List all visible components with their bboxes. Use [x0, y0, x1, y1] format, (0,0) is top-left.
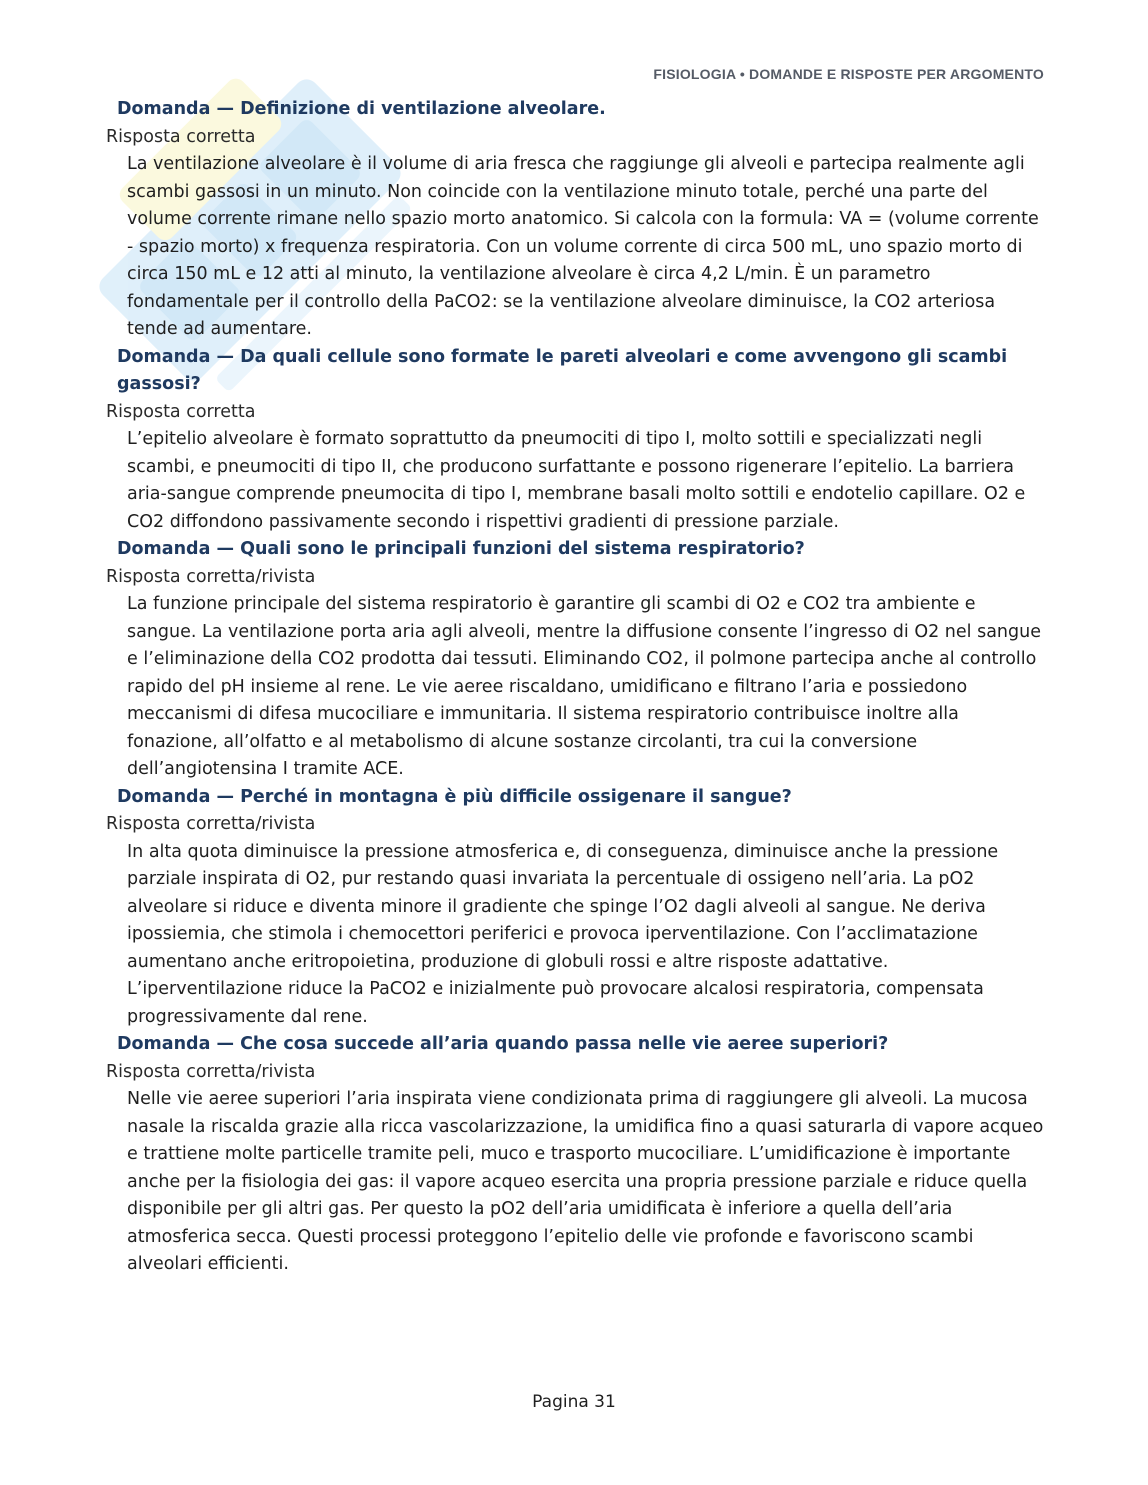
qa-item [106, 96, 1046, 344]
question-heading: Domanda — Quali sono le principali funzioni del sistema respiratorio? [117, 539, 805, 559]
question-heading: Domanda — Definizione di ventilazione alveolare. [117, 99, 606, 119]
question-heading: Domanda — Perché in montagna è più difficile ossigenare il sangue? [117, 786, 792, 807]
answer-text: La funzione principale del sistema respiratorio è garantire gli scambi di O2 e CO2 tra ambiente e sangue. La ventilazione porta aria agli alveoli, mentre la diffusione consente l’ingresso di O2 nel sangue e l’eliminazione della CO2 prodotta dai tessuti. Eliminando CO2, il polmone partecipa anche al controllo rapido del pH insieme al rene. Le vie aeree riscaldano, umidificano e filtrano l’aria e possiedono meccanismi di difesa mucociliare e immunitaria. Il sistema respiratorio contribuisce inoltre alla fonazione, all’olfatto e al metabolismo di alcune sostanze circolanti, tra cui la conversione dell’angiotensina I tramite ACE. [127, 594, 1041, 779]
question-heading: Domanda — Da quali cellule sono formate le pareti alveolari e come avvengono gli scambi gassosi? [117, 346, 1008, 394]
qa-item [106, 784, 1046, 1032]
answer-label: Risposta corretta [106, 401, 256, 422]
question-heading: Domanda — Che cosa succede all’aria quando passa nelle vie aeree superiori? [117, 1034, 889, 1054]
qa-list [106, 96, 1046, 1279]
answer-text: Nelle vie aeree superiori l’aria inspirata viene condizionata prima di raggiungere gli alveoli. La mucosa nasale la riscalda grazie alla ricca vascolarizzazione, la umidifica fino a quasi saturarla di vapore acqueo e trattiene molte particelle tramite peli, muco e trasporto mucociliare. L’umidificazione è importante anche per la fisiologia dei gas: il vapore acqueo esercita una propria pressione parziale e riduce quella disponibile per gli altri gas. Per questo la pO2 dell’aria umidificata è inferiore a quella dell’aria atmosferica secca. Questi processi proteggono l’epitelio delle vie profonde e favoriscono scambi alveolari efficienti. [127, 1089, 1044, 1274]
answer-label: Risposta corretta/rivista [106, 1061, 316, 1082]
answer-text: L’epitelio alveolare è formato soprattutto da pneumociti di tipo I, molto sottili e specializzati negli scambi, e pneumociti di tipo II, che producono surfattante e possono rigenerare l’epitelio. La barriera aria-sangue comprende pneumocita di tipo I, membrane basali molto sottili e endotelio capillare. O2 e CO2 diffondono passivamente secondo i rispettivi gradienti di pressione parziale. [127, 429, 1026, 532]
answer-label: Risposta corretta [106, 126, 256, 147]
qa-item [106, 344, 1046, 537]
answer-text: In alta quota diminuisce la pressione atmosferica e, di conseguenza, diminuisce anche la pressione parziale inspirata di O2, pur restando quasi invariata la percentuale di ossigeno nell’aria. La pO2 alveolare si riduce e diventa minore il gradiente che spinge l’O2 dagli alveoli al sangue. Ne deriva ipossiemia, che stimola i chemocettori periferici e provoca iperventilazione. Con l’acclimatazione aumentano anche eritropoietina, produzione di globuli rossi e altre risposte adattative. L’iperventilazione riduce la PaCO2 e inizialmente può provocare alcalosi respiratoria, compensata progressivamente dal rene. [127, 841, 999, 1027]
qa-item [106, 1031, 1046, 1279]
answer-text: La ventilazione alveolare è il volume di aria fresca che raggiunge gli alveoli e partecipa realmente agli scambi gassosi in un minuto. Non coincide con la ventilazione minuto totale, perché una parte del volume corrente rimane nello spazio morto anatomico. Si calcola con la formula: VA = (volume corrente - spazio morto) x frequenza respiratoria. Con un volume corrente di circa 500 mL, uno spazio morto di circa 150 mL e 12 atti al minuto, la ventilazione alveolare è circa 4,2 L/min. È un parametro fondamentale per il controllo della PaCO2: se la ventilazione alveolare diminuisce, la CO2 arteriosa tende ad aumentare. [127, 154, 1039, 339]
answer-label: Risposta corretta/rivista [106, 814, 316, 834]
page-number: Pagina 31 [532, 1392, 616, 1412]
running-header: FISIOLOGIA • DOMANDE E RISPOSTE PER ARGOMENTO [653, 66, 1044, 82]
answer-label: Risposta corretta/rivista [106, 566, 316, 587]
qa-item [106, 536, 1046, 784]
